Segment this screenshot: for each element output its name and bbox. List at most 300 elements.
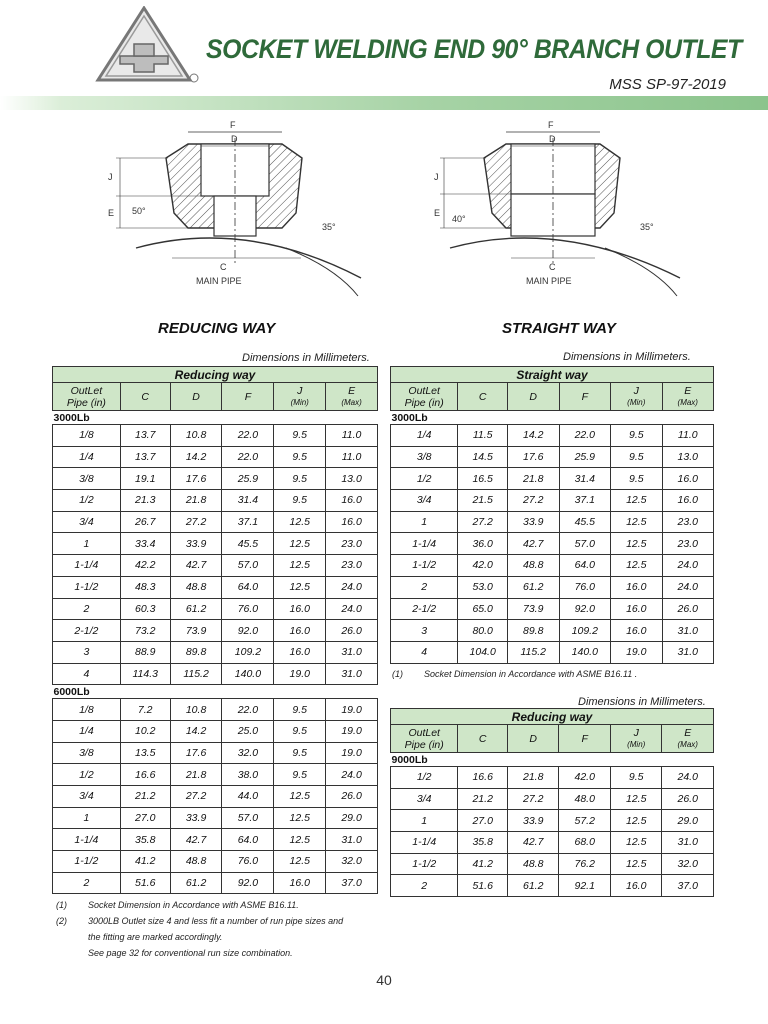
- footnote-number: (1): [392, 669, 403, 679]
- table-cell: 12.5: [611, 490, 662, 512]
- table-cell: 115.2: [170, 663, 222, 685]
- table-cell: 12.5: [274, 511, 326, 533]
- table-cell: 21.3: [120, 490, 170, 512]
- pressure-class-label: 9000Lb: [391, 753, 428, 766]
- label-angle-2: 35°: [640, 222, 654, 232]
- column-header: [662, 725, 714, 753]
- table-cell: 12.5: [611, 511, 662, 533]
- table-cell: 33.9: [170, 533, 222, 555]
- table-cell: 33.9: [170, 807, 222, 829]
- table-cell: 51.6: [458, 875, 508, 897]
- table-cell: 31.0: [326, 641, 378, 663]
- header-text: F: [244, 390, 252, 403]
- footnote: [56, 929, 343, 945]
- table-row: [391, 620, 714, 642]
- footnote-text: Socket Dimension in Accordance with ASME B16.11.: [88, 900, 299, 910]
- footnote-text: See page 32 for conventional run size combination.: [88, 948, 293, 958]
- reducing-way-9000-table: [390, 708, 714, 897]
- table-cell: 12.5: [610, 832, 662, 854]
- table-row: [391, 555, 714, 577]
- table-cell: 1/4: [53, 720, 121, 742]
- table-cell: 4: [53, 663, 121, 685]
- table-row: [53, 720, 378, 742]
- table-caption: Straight way: [391, 367, 714, 383]
- table-cell: 16.0: [326, 511, 378, 533]
- table-row: [391, 832, 714, 854]
- table-cell: 16.0: [326, 490, 378, 512]
- table-row: [53, 598, 378, 620]
- table-cell: 109.2: [559, 620, 611, 642]
- label-d: D: [549, 134, 556, 144]
- table-cell: 17.6: [170, 742, 222, 764]
- footnotes-straight: [392, 666, 637, 682]
- label-angle-2: 35°: [322, 222, 336, 232]
- table-row: [53, 468, 378, 490]
- table-row: [391, 576, 714, 598]
- table-cell: 12.5: [274, 533, 326, 555]
- table-cell: 89.8: [507, 620, 559, 642]
- table-cell: 51.6: [120, 872, 170, 894]
- table-cell: 26.0: [662, 788, 714, 810]
- table-cell: 65.0: [458, 598, 508, 620]
- table-cell: 12.5: [274, 576, 326, 598]
- table-cell: 9.5: [274, 425, 326, 447]
- column-header: [391, 383, 458, 411]
- straight-way-table: [390, 366, 714, 664]
- table-cell: 16.6: [458, 767, 508, 789]
- table-cell: 25.9: [559, 446, 611, 468]
- table-cell: 10.8: [170, 699, 222, 721]
- table-cell: 37.1: [222, 511, 274, 533]
- table-cell: 140.0: [222, 663, 274, 685]
- table-cell: 3/8: [53, 742, 121, 764]
- table-cell: 3/8: [391, 446, 458, 468]
- table-cell: 24.0: [326, 576, 378, 598]
- dimensions-note: Dimensions in Millimeters.: [563, 351, 691, 363]
- table-cell: 16.0: [274, 872, 326, 894]
- table-cell: 21.8: [170, 490, 222, 512]
- table-cell: 27.2: [170, 786, 222, 808]
- table-cell: 1-1/4: [53, 555, 121, 577]
- label-j: J: [108, 172, 113, 182]
- table-caption: Reducing way: [391, 709, 714, 725]
- table-cell: 27.2: [507, 490, 559, 512]
- table-cell: 3: [53, 641, 121, 663]
- table-row: [391, 468, 714, 490]
- table-cell: 22.0: [222, 446, 274, 468]
- table-cell: 9.5: [274, 764, 326, 786]
- table-cell: 19.0: [326, 742, 378, 764]
- table-cell: 1-1/2: [391, 555, 458, 577]
- table-cell: 48.0: [559, 788, 611, 810]
- table-cell: 12.5: [610, 810, 662, 832]
- table-cell: 11.0: [326, 425, 378, 447]
- table-row: [391, 767, 714, 789]
- table-cell: 1: [53, 533, 121, 555]
- table-cell: 23.0: [326, 555, 378, 577]
- label-c: C: [549, 262, 556, 272]
- table-cell: 24.0: [662, 555, 713, 577]
- table-cell: 13.0: [662, 446, 713, 468]
- table-cell: 64.0: [559, 555, 611, 577]
- table-row: [53, 511, 378, 533]
- table-cell: 33.9: [507, 810, 559, 832]
- table-cell: 2: [53, 872, 121, 894]
- table-cell: 27.0: [458, 810, 508, 832]
- reducing-way-table: [52, 366, 378, 894]
- table-cell: 92.0: [222, 620, 274, 642]
- table-cell: 11.5: [458, 425, 508, 447]
- label-c: C: [220, 262, 227, 272]
- table-cell: 48.8: [507, 853, 559, 875]
- header-text: Pipe (in): [404, 396, 444, 409]
- table-cell: 16.0: [610, 875, 662, 897]
- table-cell: 4: [391, 641, 458, 663]
- table-cell: 12.5: [274, 829, 326, 851]
- table-cell: 21.8: [507, 468, 559, 490]
- table-cell: 48.8: [170, 576, 222, 598]
- column-header: [120, 383, 170, 411]
- table-cell: 1-1/2: [391, 853, 458, 875]
- table-cell: 57.0: [222, 807, 274, 829]
- table-row: [53, 786, 378, 808]
- header-text: J: [633, 384, 639, 397]
- table-cell: 57.0: [559, 533, 611, 555]
- column-header: [391, 725, 458, 753]
- table-cell: 140.0: [559, 641, 611, 663]
- label-main-pipe: MAIN PIPE: [196, 276, 242, 286]
- label-angle-1: 50°: [132, 206, 146, 216]
- table-row: [53, 699, 378, 721]
- table-cell: 33.9: [507, 511, 559, 533]
- table-cell: 16.6: [120, 764, 170, 786]
- header-text: (Min): [627, 739, 646, 749]
- table-row: [53, 490, 378, 512]
- table-cell: 21.8: [170, 764, 222, 786]
- table-cell: 9.5: [611, 468, 662, 490]
- table-cell: 10.2: [120, 720, 170, 742]
- table-cell: 61.2: [507, 875, 559, 897]
- header-text: OutLet: [408, 384, 440, 397]
- column-header: [507, 725, 559, 753]
- table-cell: 48.3: [120, 576, 170, 598]
- table-cell: 12.5: [610, 853, 662, 875]
- table-cell: 31.0: [662, 832, 714, 854]
- table-row: [391, 533, 714, 555]
- table-cell: 41.2: [120, 851, 170, 873]
- table-cell: 21.2: [120, 786, 170, 808]
- table-cell: 16.0: [662, 490, 713, 512]
- column-header: [662, 383, 713, 411]
- table-cell: 88.9: [120, 641, 170, 663]
- table-cell: 32.0: [326, 851, 378, 873]
- table-cell: 48.8: [507, 555, 559, 577]
- header-text: (Max): [677, 739, 698, 749]
- table-cell: 1-1/2: [53, 576, 121, 598]
- table-cell: 61.2: [507, 576, 559, 598]
- table-cell: 2: [391, 875, 458, 897]
- column-header: [274, 383, 326, 411]
- table-cell: 45.5: [222, 533, 274, 555]
- header-text: J: [633, 726, 639, 739]
- table-row: [53, 555, 378, 577]
- table-cell: 1/2: [53, 490, 121, 512]
- table-cell: 1-1/4: [53, 829, 121, 851]
- table-cell: 12.5: [610, 788, 662, 810]
- table-cell: 76.0: [222, 598, 274, 620]
- table-cell: 14.2: [170, 446, 222, 468]
- header-text: E: [684, 726, 692, 739]
- table-cell: 12.5: [274, 786, 326, 808]
- table-cell: 21.5: [458, 490, 508, 512]
- reducing-way-heading: REDUCING WAY: [158, 320, 276, 337]
- table-row: [391, 788, 714, 810]
- table-cell: 1: [391, 511, 458, 533]
- table-cell: 115.2: [507, 641, 559, 663]
- label-e: E: [108, 208, 115, 218]
- table-cell: 21.2: [458, 788, 508, 810]
- table-cell: 9.5: [274, 720, 326, 742]
- table-cell: 31.0: [662, 620, 713, 642]
- table-cell: 41.2: [458, 853, 508, 875]
- footnote-number: (1): [56, 900, 67, 910]
- table-cell: 11.0: [326, 446, 378, 468]
- table-row: [53, 620, 378, 642]
- table-cell: 2: [391, 576, 458, 598]
- table-cell: 44.0: [222, 786, 274, 808]
- header-text: Pipe (in): [404, 738, 444, 751]
- footnotes-reducing: [56, 897, 343, 961]
- table-cell: 36.0: [458, 533, 508, 555]
- table-cell: 16.0: [611, 576, 662, 598]
- table-cell: 2: [53, 598, 121, 620]
- table-cell: 31.0: [326, 663, 378, 685]
- table-cell: 37.0: [326, 872, 378, 894]
- table-cell: 92.0: [222, 872, 274, 894]
- header-text: E: [348, 384, 356, 397]
- header-text: D: [529, 390, 538, 403]
- table-cell: 23.0: [662, 533, 713, 555]
- table-cell: 9.5: [274, 490, 326, 512]
- header-text: F: [581, 732, 588, 745]
- table-cell: 9.5: [611, 425, 662, 447]
- table-cell: 1/2: [391, 767, 458, 789]
- table-cell: 92.0: [559, 598, 611, 620]
- table-cell: 11.0: [662, 425, 713, 447]
- table-row: [391, 853, 714, 875]
- table-cell: 1/4: [391, 425, 458, 447]
- table-cell: 31.4: [222, 490, 274, 512]
- pressure-class-label: 3000Lb: [53, 411, 90, 424]
- page-title: SOCKET WELDING END 90° BRANCH OUTLET: [206, 34, 742, 64]
- table-row: [391, 875, 714, 897]
- footnote-number: (2): [56, 916, 67, 926]
- standard-reference: MSS SP-97-2019: [609, 76, 726, 93]
- dimensions-note: Dimensions in Millimeters.: [578, 696, 706, 708]
- table-cell: 89.8: [170, 641, 222, 663]
- table-row: [53, 807, 378, 829]
- table-cell: 1-1/2: [53, 851, 121, 873]
- table-cell: 23.0: [662, 511, 713, 533]
- table-cell: 16.0: [611, 620, 662, 642]
- table-caption: Reducing way: [53, 367, 378, 383]
- table-cell: 76.0: [222, 851, 274, 873]
- table-cell: 1/2: [53, 764, 121, 786]
- header-text: OutLet: [70, 384, 103, 397]
- table-row: [391, 810, 714, 832]
- table-cell: 48.8: [170, 851, 222, 873]
- table-cell: 68.0: [559, 832, 611, 854]
- table-row: [53, 446, 378, 468]
- table-cell: 57.2: [559, 810, 611, 832]
- table-cell: 3/4: [53, 786, 121, 808]
- table-cell: 13.5: [120, 742, 170, 764]
- table-row: [391, 511, 714, 533]
- table-cell: 3/4: [53, 511, 121, 533]
- table-cell: 61.2: [170, 872, 222, 894]
- header-text: C: [141, 390, 149, 403]
- table-cell: 35.8: [458, 832, 508, 854]
- table-row: [391, 598, 714, 620]
- table-cell: 24.0: [662, 767, 714, 789]
- table-cell: 25.0: [222, 720, 274, 742]
- company-logo: [94, 6, 204, 84]
- column-header: [507, 383, 559, 411]
- table-cell: 92.1: [559, 875, 611, 897]
- column-header: [458, 725, 508, 753]
- table-cell: 2-1/2: [391, 598, 458, 620]
- table-row: [53, 851, 378, 873]
- table-cell: 104.0: [458, 641, 508, 663]
- table-cell: 22.0: [222, 425, 274, 447]
- header-text: C: [478, 390, 487, 403]
- table-cell: 16.0: [274, 620, 326, 642]
- table-cell: 13.7: [120, 425, 170, 447]
- pressure-class-label: 6000Lb: [53, 685, 90, 698]
- table-row: [391, 641, 714, 663]
- table-row: [391, 425, 714, 447]
- table-cell: 1-1/4: [391, 832, 458, 854]
- table-cell: 12.5: [274, 807, 326, 829]
- table-cell: 31.0: [662, 641, 713, 663]
- table-cell: 9.5: [611, 446, 662, 468]
- table-cell: 32.0: [662, 853, 714, 875]
- table-cell: 64.0: [222, 829, 274, 851]
- label-d: D: [231, 134, 238, 144]
- table-cell: 33.4: [120, 533, 170, 555]
- table-cell: 7.2: [120, 699, 170, 721]
- column-header: [170, 383, 222, 411]
- table-cell: 24.0: [662, 576, 713, 598]
- pressure-class-label: 3000Lb: [391, 411, 428, 424]
- table-cell: 16.5: [458, 468, 508, 490]
- table-row: [53, 576, 378, 598]
- table-cell: 17.6: [507, 446, 559, 468]
- table-cell: 73.9: [170, 620, 222, 642]
- header-text: E: [684, 384, 692, 397]
- header-text: D: [192, 390, 200, 403]
- table-cell: 31.4: [559, 468, 611, 490]
- footnote: [56, 913, 343, 929]
- table-cell: 21.8: [507, 767, 559, 789]
- header-bar: [0, 96, 768, 110]
- table-cell: 64.0: [222, 576, 274, 598]
- table-cell: 19.0: [326, 699, 378, 721]
- table-row: [53, 872, 378, 894]
- header-text: F: [581, 390, 588, 403]
- table-cell: 9.5: [274, 446, 326, 468]
- table-cell: 3/4: [391, 788, 458, 810]
- table-cell: 57.0: [222, 555, 274, 577]
- table-row: [53, 829, 378, 851]
- table-cell: 53.0: [458, 576, 508, 598]
- table-cell: 42.0: [458, 555, 508, 577]
- table-cell: 76.2: [559, 853, 611, 875]
- table-cell: 32.0: [222, 742, 274, 764]
- table-cell: 13.0: [326, 468, 378, 490]
- table-cell: 42.7: [170, 829, 222, 851]
- column-header: [559, 383, 611, 411]
- table-cell: 16.0: [274, 641, 326, 663]
- label-main-pipe: MAIN PIPE: [526, 276, 572, 286]
- table-cell: 60.3: [120, 598, 170, 620]
- footnote: [392, 666, 637, 682]
- column-header: [222, 383, 274, 411]
- table-cell: 27.2: [458, 511, 508, 533]
- table-cell: 1/4: [53, 446, 121, 468]
- table-cell: 12.5: [611, 533, 662, 555]
- header-text: D: [529, 732, 537, 745]
- table-cell: 14.2: [170, 720, 222, 742]
- footnote-text: Socket Dimension in Accordance with ASME B16.11 .: [424, 669, 638, 679]
- table-cell: 22.0: [222, 699, 274, 721]
- table-cell: 37.1: [559, 490, 611, 512]
- table-cell: 22.0: [559, 425, 611, 447]
- table-row: [53, 641, 378, 663]
- column-header: [458, 383, 508, 411]
- footnote: [56, 945, 343, 961]
- header-text: Pipe (in): [66, 396, 106, 409]
- table-row: [53, 425, 378, 447]
- header-text: OutLet: [408, 726, 440, 739]
- column-header: [559, 725, 611, 753]
- table-cell: 12.5: [274, 555, 326, 577]
- table-cell: 35.8: [120, 829, 170, 851]
- header-text: (Min): [627, 397, 646, 407]
- page-number: 40: [376, 972, 392, 988]
- label-f: F: [548, 120, 554, 130]
- table-cell: 14.5: [458, 446, 508, 468]
- footnote-text: 3000LB Outlet size 4 and less fit a number of run pipe sizes and: [88, 916, 344, 926]
- table-row: [53, 533, 378, 555]
- table-cell: 19.0: [611, 641, 662, 663]
- table-cell: 19.0: [326, 720, 378, 742]
- table-row: [53, 663, 378, 685]
- table-row: [391, 446, 714, 468]
- table-cell: 12.5: [274, 851, 326, 873]
- table-row: [53, 764, 378, 786]
- table-cell: 9.5: [610, 767, 662, 789]
- table-cell: 9.5: [274, 468, 326, 490]
- label-j: J: [434, 172, 439, 182]
- table-cell: 12.5: [611, 555, 662, 577]
- column-header: [53, 383, 121, 411]
- table-cell: 73.9: [507, 598, 559, 620]
- label-e: E: [434, 208, 441, 218]
- table-cell: 17.6: [170, 468, 222, 490]
- table-cell: 73.2: [120, 620, 170, 642]
- table-cell: 3: [391, 620, 458, 642]
